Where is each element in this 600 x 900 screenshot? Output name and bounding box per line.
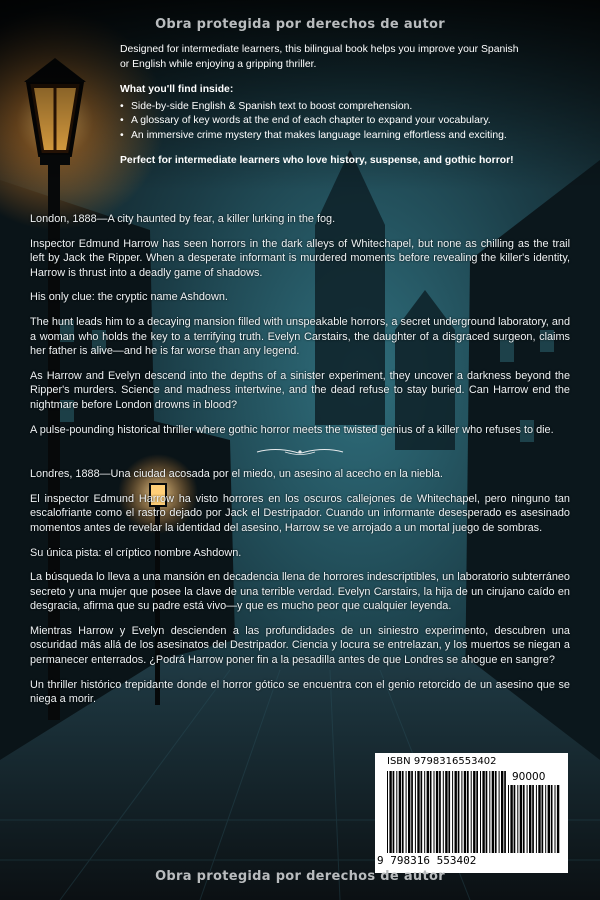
barcode-bar	[455, 771, 457, 853]
barcode-bar	[492, 771, 494, 853]
spanish-paragraph: El inspector Edmund Harrow ha visto horrores en los oscuros callejones de Whitechapel, pero ninguno tan escalofriante como el rastro dejado por Jack el Destripador. Cuando un informante desesperado es asesinado momentos antes de revelar la identidad del asesino, Harrow se ve arrojado a un mortal juego de sombras.	[30, 492, 570, 534]
inside-heading: What you'll find inside:	[120, 84, 234, 95]
ornament-divider-icon	[255, 447, 345, 457]
barcode-bar	[427, 771, 429, 853]
barcode-bar	[471, 771, 472, 853]
barcode-bar	[545, 785, 546, 853]
barcode-bar	[542, 785, 544, 853]
barcode-bar	[548, 785, 550, 853]
barcode-bar	[424, 771, 425, 853]
barcode-bar	[461, 771, 462, 853]
barcode-bar	[406, 771, 407, 853]
barcode-bar	[467, 771, 469, 853]
barcode-bar	[501, 771, 503, 853]
english-paragraph: His only clue: the cryptic name Ashdown.	[30, 291, 228, 304]
barcode-bar	[523, 785, 525, 853]
barcode-bar	[480, 771, 481, 853]
english-paragraph: Inspector Edmund Harrow has seen horrors in the dark alleys of Whitechapel, but none as chilling as the trail left by Jack the Ripper. When a desperate informant is murdered moments before revealing the killer's identity, Harrow is thrust into a deadly game of shadows.	[30, 237, 570, 279]
barcode-bar	[532, 785, 534, 853]
promo-block	[120, 43, 525, 180]
spanish-paragraph: Londres, 1888—Una ciudad acosada por el miedo, un asesino al acecho en la niebla.	[30, 468, 443, 481]
barcode-bar	[389, 771, 391, 853]
barcode-bar	[499, 771, 500, 853]
barcode-bar	[439, 771, 441, 853]
barcode-bar	[408, 771, 410, 853]
copyright-watermark-bottom: Obra protegida por derechos de autor	[155, 869, 445, 884]
isbn-label: ISBN 9798316553402	[387, 756, 497, 767]
barcode-bar	[445, 771, 447, 853]
ean-digits: 9 798316 553402	[377, 854, 477, 867]
barcode-bar	[551, 785, 553, 853]
barcode-bar	[557, 785, 559, 853]
barcode-bar	[514, 785, 516, 853]
price-code: 90000	[512, 771, 546, 783]
english-paragraph: As Harrow and Evelyn descend into the depths of a sinister experiment, they uncover a darkness beyond the Ripper's murders. Science and madness intertwine, and the dead refuse to stay buried. Can Harrow end the nightmare before London drowns in blood?	[30, 369, 570, 411]
english-paragraph: The hunt leads him to a decaying mansion filled with unspeakable horrors, a secret underground laboratory, and a woman who holds the key to a terrifying truth. Evelyn Carstairs, the daughter of a disgraced surgeon, claims her father is alive—and he is far worse than any legend.	[30, 315, 570, 358]
barcode-bar	[555, 785, 556, 853]
price-barcode	[508, 785, 560, 853]
spanish-paragraph: Un thriller histórico trepidante donde el horror gótico se encuentra con el genio retorcido de un asesino que se niega a morir.	[30, 678, 570, 706]
barcode-bar	[393, 771, 395, 853]
barcode-bar	[489, 771, 490, 853]
promo-intro: Designed for intermediate learners, this bilingual book helps you improve your Spanish or English while enjoying a gripping thriller.	[120, 44, 519, 70]
spanish-paragraph: Su única pista: el críptico nombre Ashdown.	[30, 546, 242, 559]
barcode-bar	[434, 771, 435, 853]
barcode-bar	[536, 785, 537, 853]
copyright-watermark-top: Obra protegida por derechos de autor	[155, 17, 445, 32]
barcode-bar	[399, 771, 401, 853]
promo-closing: Perfect for intermediate learners who love history, suspense, and gothic horror!	[120, 155, 514, 166]
barcode-bar	[504, 771, 506, 853]
barcode-bar	[396, 771, 397, 853]
barcode-bar	[402, 771, 404, 853]
barcode-bar	[458, 771, 460, 853]
barcode-bar	[476, 771, 478, 853]
barcode-bar	[415, 771, 416, 853]
barcode-bar	[508, 785, 509, 853]
feature-item: • Side-by-side English & Spanish text to boost comprehension.	[120, 100, 525, 115]
barcode-bar	[430, 771, 432, 853]
english-paragraph: A pulse-pounding historical thriller where gothic horror meets the twisted genius of a killer who refuses to die.	[30, 423, 554, 436]
features-list	[120, 100, 525, 144]
barcode-bar	[443, 771, 444, 853]
barcode-bar	[510, 785, 512, 853]
spanish-paragraph: Mientras Harrow y Evelyn descienden a las profundidades de un siniestro experimento, descubren una oscuridad más allá de los asesinatos del Destripador. Ciencia y locura se entrelazan, y los muertos se niegan a permanecer enterrados. ¿Podrá Harrow poner fin a la pesadilla antes de que Londres se ahogue en sangre?	[30, 624, 570, 667]
barcode-bar	[486, 771, 488, 853]
barcode-bar	[495, 771, 497, 853]
english-paragraph: London, 1888—A city haunted by fear, a killer lurking in the fog.	[30, 213, 336, 225]
barcode-bar	[473, 771, 475, 853]
barcode-bar	[421, 771, 423, 853]
feature-item: • An immersive crime mystery that makes language learning effortless and exciting.	[120, 129, 525, 144]
barcode-bar	[482, 771, 484, 853]
barcode-bar	[529, 785, 531, 853]
barcode-bar	[517, 785, 518, 853]
barcode-bar	[538, 785, 540, 853]
barcode-bar	[527, 785, 528, 853]
isbn-barcode-box	[375, 753, 568, 873]
barcode-bar	[520, 785, 522, 853]
barcode-bar	[411, 771, 413, 853]
barcode-bar	[448, 771, 450, 853]
barcode-bar	[436, 771, 438, 853]
barcode-bar	[464, 771, 466, 853]
synopsis	[30, 212, 570, 717]
barcode-bar	[387, 771, 388, 853]
feature-item: • A glossary of key words at the end of each chapter to expand your vocabulary.	[120, 114, 525, 129]
spanish-paragraph: La búsqueda lo lleva a una mansión en decadencia llena de horrores indescriptibles, un laboratorio subterráneo secreto y una mujer que posee la clave de una terrible verdad. Evelyn Carstairs, la hija de un cirujano caído en desgracia, afirma que su padre está vivo—y que es mucho peor que cualquier leyenda.	[30, 571, 570, 613]
barcode-bar	[452, 771, 453, 853]
barcode-bar	[417, 771, 419, 853]
ean-barcode	[387, 771, 507, 853]
